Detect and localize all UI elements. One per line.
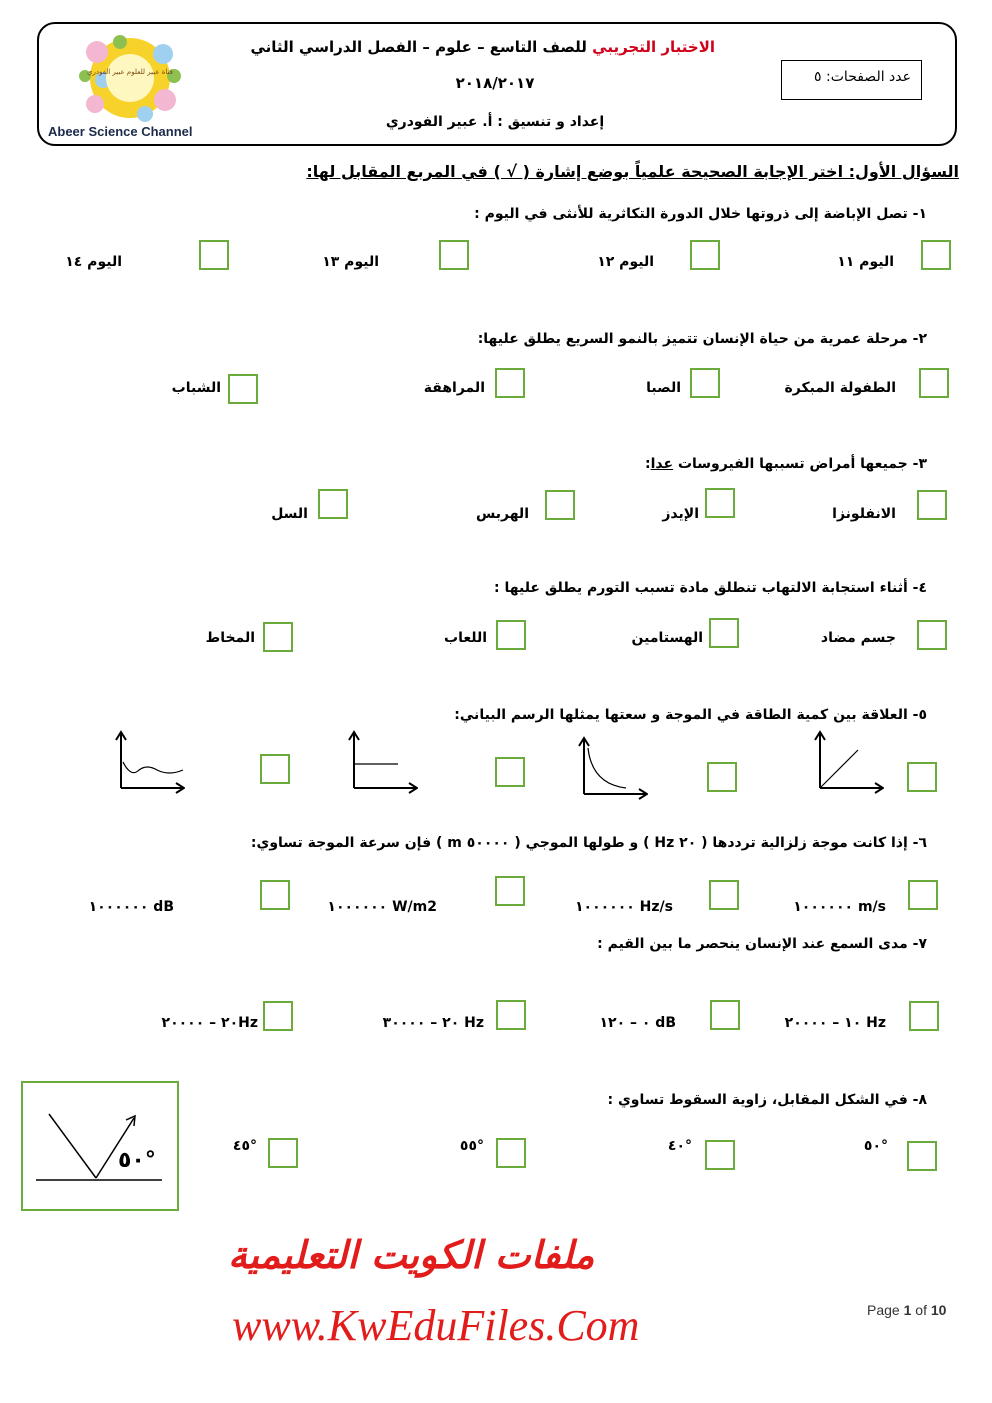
q6-option-2-label: ١٠٠٠٠٠٠ Hz/s: [574, 899, 673, 915]
q7-option-1-label: ١٠ – ٢٠٠٠٠ Hz: [784, 1015, 886, 1031]
q1-option-1-label: اليوم ١١: [837, 254, 894, 270]
linear-increasing-graph-icon: [812, 730, 884, 794]
exam-title: الاختبار التجريبي للصف التاسع – علوم – الفصل الدراسي الثاني: [250, 38, 715, 56]
q1-option-2-checkbox[interactable]: [690, 240, 720, 270]
q4-option-3-label: اللعاب: [444, 630, 487, 646]
q7-option-2-checkbox[interactable]: [710, 1000, 740, 1030]
q3-option-4-checkbox[interactable]: [318, 489, 348, 519]
q2-option-1-checkbox[interactable]: [919, 368, 949, 398]
q3-option-3-checkbox[interactable]: [545, 490, 575, 520]
q2-option-2-label: الصبا: [646, 380, 681, 396]
q3-option-2-checkbox[interactable]: [705, 488, 735, 518]
q6-option-3-label: ١٠٠٠٠٠٠ W/m2: [327, 899, 437, 915]
q7-option-2-label: ٠ – ١٢٠ dB: [599, 1015, 676, 1031]
question-2-text: ٢- مرحلة عمرية من حياة الإنسان تتميز بالنمو السريع يطلق عليها:: [477, 331, 927, 347]
q7-option-3-checkbox[interactable]: [496, 1000, 526, 1030]
q1-option-4-label: اليوم ١٤: [65, 254, 122, 270]
q6-option-2-checkbox[interactable]: [709, 880, 739, 910]
q4-option-4-checkbox[interactable]: [263, 622, 293, 652]
question-8-text: ٨- في الشكل المقابل، زاوية السقوط تساوي :: [607, 1092, 927, 1108]
ray-reflection-diagram-icon: [30, 1100, 170, 1192]
q6-option-4-label: ١٠٠٠٠٠٠ dB: [88, 899, 174, 915]
q4-option-4-label: المخاط: [205, 630, 255, 646]
q6-option-4-checkbox[interactable]: [260, 880, 290, 910]
question-5-text: ٥- العلاقة بين كمية الطاقة في الموجة و سعتها يمثلها الرسم البياني:: [454, 707, 927, 723]
q5-option-2-checkbox[interactable]: [707, 762, 737, 792]
q5-option-1-checkbox[interactable]: [907, 762, 937, 792]
q3-option-3-label: الهربس: [475, 506, 529, 522]
q3-option-1-label: الانفلونزا: [832, 506, 896, 522]
watermark-url[interactable]: www.KwEduFiles.Com: [232, 1301, 640, 1350]
svg-text:قناة عبير للعلوم عبير الفودري: قناة عبير للعلوم عبير الفودري: [87, 68, 173, 76]
q1-option-3-checkbox[interactable]: [439, 240, 469, 270]
q7-option-1-checkbox[interactable]: [909, 1001, 939, 1031]
constant-line-graph-icon: [346, 730, 418, 794]
q3-option-1-checkbox[interactable]: [917, 490, 947, 520]
q4-option-2-label: الهستامين: [631, 630, 703, 646]
q8-option-3-label: ٥٥°: [459, 1138, 484, 1154]
q5-option-4-checkbox[interactable]: [260, 754, 290, 784]
q8-option-2-label: ٤٠°: [667, 1138, 692, 1154]
q7-option-3-label: ٢٠ – ٣٠٠٠٠ Hz: [382, 1015, 484, 1031]
q8-option-1-label: ٥٠°: [863, 1138, 888, 1154]
question-7-text: ٧- مدى السمع عند الإنسان ينحصر ما بين القيم :: [597, 936, 927, 952]
q4-option-1-label: جسم مضاد: [820, 630, 896, 646]
question-6-text: ٦- إذا كانت موجة زلزالية ترددها ( ٢٠ Hz ) و طولها الموجي ( ٥٠٠٠٠ m ) فإن سرعة الموجة تساوي:: [250, 835, 927, 851]
section-title: السؤال الأول: اختر الإجابة الصحيحة علمياً بوضع إشارة ( √ ) في المربع المقابل لها:: [306, 162, 959, 181]
question-4-text: ٤- أثناء استجابة الالتهاب تنطلق مادة تسبب التورم يطلق عليها :: [494, 580, 927, 596]
q1-option-3-label: اليوم ١٣: [322, 254, 379, 270]
q8-option-4-label: ٤٥°: [232, 1138, 257, 1154]
decay-curve-graph-icon: [576, 736, 648, 800]
sunflower-logo-icon: [75, 30, 185, 126]
q2-option-3-label: المراهقة: [423, 380, 485, 396]
q7-option-4-label: ٢٠ – ٢٠٠٠٠Hz: [161, 1015, 258, 1031]
q2-option-4-label: الشباب: [171, 380, 221, 396]
q8-option-4-checkbox[interactable]: [268, 1138, 298, 1168]
q4-option-1-checkbox[interactable]: [917, 620, 947, 650]
q2-option-2-checkbox[interactable]: [690, 368, 720, 398]
angle-label: ٥٠°: [118, 1148, 156, 1173]
channel-name: Abeer Science Channel: [48, 124, 193, 139]
q7-option-4-checkbox[interactable]: [263, 1001, 293, 1031]
q2-option-1-label: الطفولة المبكرة: [784, 380, 896, 396]
watermark-arabic: ملفات الكويت التعليمية: [228, 1232, 595, 1277]
q4-option-2-checkbox[interactable]: [709, 618, 739, 648]
q8-option-3-checkbox[interactable]: [496, 1138, 526, 1168]
page-count-box: عدد الصفحات: ٥: [781, 60, 922, 100]
q1-option-4-checkbox[interactable]: [199, 240, 229, 270]
q6-option-1-label: ١٠٠٠٠٠٠ m/s: [793, 899, 886, 915]
q1-option-1-checkbox[interactable]: [921, 240, 951, 270]
q5-option-3-checkbox[interactable]: [495, 757, 525, 787]
q6-option-3-checkbox[interactable]: [495, 876, 525, 906]
exam-author: إعداد و تنسيق : أ. عبير الفودري: [385, 114, 605, 130]
page-number: Page 1 of 10: [867, 1302, 947, 1318]
q2-option-4-checkbox[interactable]: [228, 374, 258, 404]
q2-option-3-checkbox[interactable]: [495, 368, 525, 398]
q1-option-2-label: اليوم ١٢: [597, 254, 654, 270]
q8-option-2-checkbox[interactable]: [705, 1140, 735, 1170]
exam-year: ٢٠١٨/٢٠١٧: [455, 74, 535, 92]
q6-option-1-checkbox[interactable]: [908, 880, 938, 910]
q4-option-3-checkbox[interactable]: [496, 620, 526, 650]
q3-option-4-label: السل: [271, 506, 308, 522]
question-1-text: ١- تصل الإباضة إلى ذروتها خلال الدورة التكاثرية للأنثى في اليوم :: [474, 206, 927, 222]
q3-option-2-label: الإيدز: [662, 506, 699, 522]
question-3-text: ٣- جميعها أمراض تسببها الفيروسات عدا:: [645, 456, 927, 472]
wavy-curve-graph-icon: [113, 730, 185, 794]
q8-option-1-checkbox[interactable]: [907, 1141, 937, 1171]
